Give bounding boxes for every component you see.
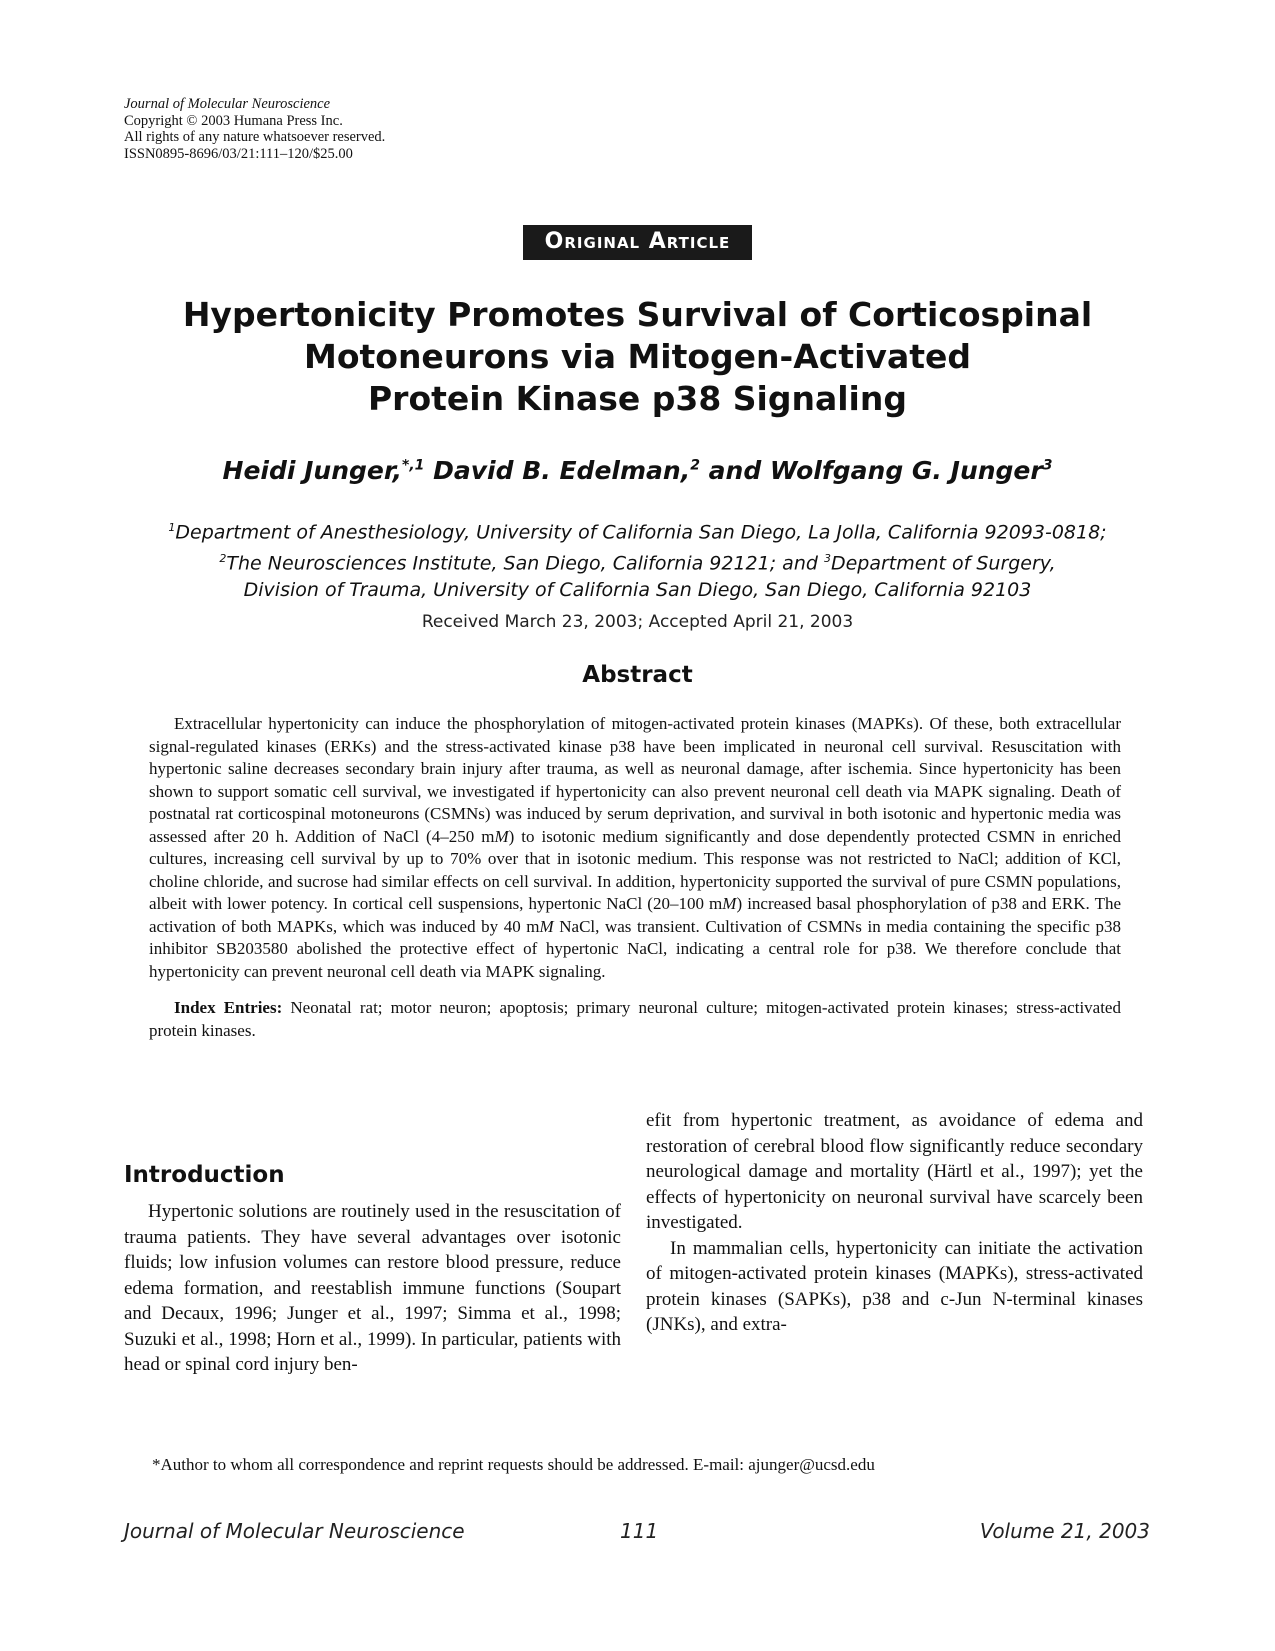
page-number: 111 xyxy=(620,1519,659,1543)
author-3: and Wolfgang G. Junger xyxy=(699,456,1043,485)
copyright-line: Copyright © 2003 Humana Press Inc. xyxy=(124,112,343,129)
affil-line-1: Department of Anesthesiology, University of California San Diego, La Jolla, California 92093-0818; xyxy=(175,521,1107,544)
author-1-sup: *,1 xyxy=(402,457,425,474)
unit-m: M xyxy=(494,826,509,846)
article-title xyxy=(150,294,1125,420)
unit-m: M xyxy=(539,916,554,936)
abstract-text-c: ) increased basal phosphorylation of p38 and ERK. The activation of both MAPKs, which was induced by 40 m xyxy=(149,894,1122,936)
intro-paragraph-2: In mammalian cells, hypertonicity can initiate the activation of mitogen-activated protein kinases (MAPKs), stress-activated protein kinases (SAPKs), p38 and c-Jun N-terminal kinases (JNKs), and extra- xyxy=(646,1237,1143,1335)
journal-header xyxy=(124,96,385,162)
index-entries-text: Neonatal rat; motor neuron; apoptosis; primary neuronal culture; mitogen-activated protein kinases; stress-activated protein kinases. xyxy=(149,998,1121,1040)
introduction-heading: Introduction xyxy=(124,1162,285,1188)
title-line-2: Motoneurons via Mitogen-Activated xyxy=(303,337,971,376)
index-entries xyxy=(149,997,1121,1042)
intro-paragraph-1: Hypertonic solutions are routinely used in the resuscitation of trauma patients. They have several advantages over isotonic fluids; low infusion volumes can restore blood pressure, reduce edema formation, and reestablish immune functions (Soupart and Decaux, 1996; Junger et al., 1997; Simma et al., 1998; Suzuki et al., 1998; Horn et al., 1999). In particular, patients with head or spinal cord injury ben- xyxy=(124,1201,621,1375)
affil-line-3: Division of Trauma, University of California San Diego, San Diego, California 92103 xyxy=(243,578,1032,601)
affiliations xyxy=(120,515,1155,603)
affil-line-2a: The Neurosciences Institute, San Diego, California 92121; and xyxy=(226,552,824,575)
index-entries-label: Index Entries: xyxy=(174,998,283,1017)
abstract-paragraph xyxy=(149,713,1121,983)
right-column xyxy=(646,1108,1143,1338)
abstract-text-a: Extracellular hypertonicity can induce the phosphorylation of mitogen-activated protein kinases (MAPKs). Of these, both extracellular signal-regulated kinases (ERKs) and the stress-activated kinase p38 have been implicated in neuronal cell survival. Resuscitation with hypertonic saline decreases secondary brain injury after trauma, as well as neuronal damage, after ischemia. Since hypertonicity has been shown to support somatic cell survival, we investigated if hypertonicity can also prevent neuronal cell death via MAPK signaling. Death of postnatal rat corticospinal motoneurons (CSMNs) was induced by serum deprivation, and survival in both isotonic and hypertonic media was assessed after 20 h. Addition of NaCl (4–250 m xyxy=(149,714,1121,846)
correspondence-footnote: *Author to whom all correspondence and reprint requests should be addressed. E-mail: ajunger@ucsd.edu xyxy=(152,1455,875,1474)
intro-paragraph-1-continued: efit from hypertonic treatment, as avoidance of edema and restoration of cerebral blood flow significantly reduce secondary neurological damage and mortality (Härtl et al., 1997); yet the effects of hypertonicity on neuronal survival have scarcely been investigated. xyxy=(646,1110,1143,1233)
author-list xyxy=(0,456,1275,485)
abstract-text-b: ) to isotonic medium significantly and dose dependently protected CSMN in enriched cultures, increasing cell survival by up to 70% over that in isotonic medium. This response was not restricted to NaCl; addition of KCl, choline chloride, and sucrose had similar effects on cell survival. In addition, hypertonicity supported the survival of pure CSMN populations, albeit with lower potency. In cortical cell suspensions, hypertonic NaCl (20–100 m xyxy=(149,826,1121,913)
received-dates: Received March 23, 2003; Accepted April 21, 2003 xyxy=(421,612,854,632)
unit-m: M xyxy=(722,894,737,913)
affil-line-2b: Department of Surgery, xyxy=(830,552,1056,575)
left-column xyxy=(124,1199,621,1378)
author-3-sup: 3 xyxy=(1042,457,1053,474)
abstract-heading: Abstract xyxy=(582,662,693,688)
abstract-body xyxy=(149,713,1121,1042)
footer-volume: Volume 21, 2003 xyxy=(979,1519,1150,1543)
footer-journal: Journal of Molecular Neuroscience xyxy=(124,1519,465,1543)
author-2: David B. Edelman, xyxy=(424,456,691,485)
affil-3-sup: 3 xyxy=(823,551,831,565)
title-line-3: Protein Kinase p38 Signaling xyxy=(368,379,907,418)
title-line-1: Hypertonicity Promotes Survival of Corticospinal xyxy=(182,295,1093,334)
journal-name: Journal of Molecular Neuroscience xyxy=(124,96,331,112)
affil-2-sup: 2 xyxy=(219,551,227,565)
author-1: Heidi Junger, xyxy=(222,456,403,485)
affil-1-sup: 1 xyxy=(168,521,176,534)
article-type-badge: Original Article xyxy=(523,225,753,260)
issn-line: ISSN0895-8696/03/21:111–120/$25.00 xyxy=(124,145,353,162)
rights-line: All rights of any nature whatsoever reserved. xyxy=(124,129,386,145)
abstract-text-d: NaCl, was transient. Cultivation of CSMNs in media containing the specific p38 inhibitor SB203580 abolished the protective effect of hypertonic NaCl, indicating a central role for p38. We therefore conclude that hypertonicity can prevent neuronal cell death via MAPK signaling. xyxy=(149,916,1121,981)
author-2-sup: 2 xyxy=(690,457,700,474)
